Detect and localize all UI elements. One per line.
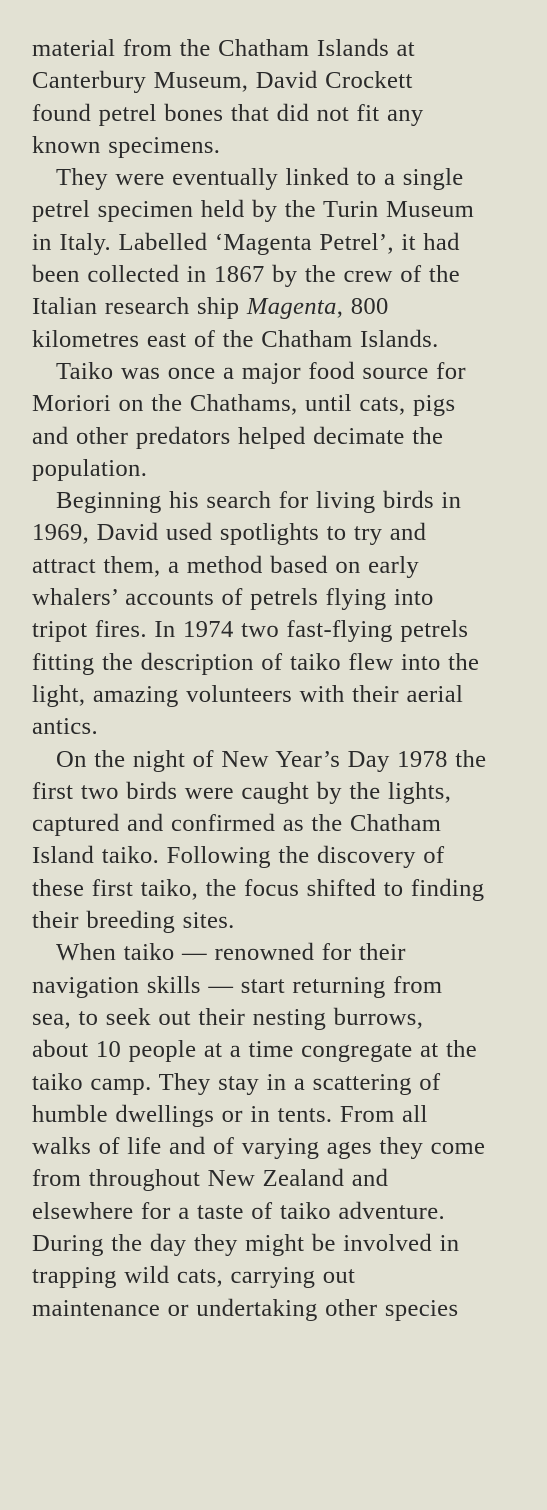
text-line xyxy=(32,291,535,323)
text-line: They were eventually linked to a single xyxy=(56,164,464,192)
text-line: elsewhere for a taste of taiko adventure. xyxy=(32,1197,445,1225)
text-line: Taiko was once a major food source for xyxy=(56,357,466,385)
italic-ship-name: Magenta xyxy=(246,293,337,321)
text-line: When taiko — renowned for their xyxy=(56,939,406,967)
text-line: During the day they might be involved in xyxy=(32,1229,460,1257)
text-line: Moriori on the Chathams, until cats, pigs xyxy=(32,390,456,418)
text-run: , 800 xyxy=(336,293,389,321)
text-line: attract them, a method based on early xyxy=(32,551,420,579)
text-line: petrel specimen held by the Turin Museum xyxy=(32,196,475,224)
text-run: Italian research ship xyxy=(32,293,247,321)
paragraph xyxy=(32,33,535,162)
text-line: material from the Chatham Islands at xyxy=(32,35,415,62)
text-line: and other predators helped decimate the xyxy=(32,422,444,450)
text-line: maintenance or undertaking other species xyxy=(32,1294,459,1322)
text-line: found petrel bones that did not fit any xyxy=(32,99,424,127)
text-line: been collected in 1867 by the crew of the xyxy=(32,261,460,289)
text-line: their breeding sites. xyxy=(32,907,235,935)
paragraph xyxy=(32,937,535,1325)
text-line: humble dwellings or in tents. From all xyxy=(32,1100,428,1128)
text-line: On the night of New Year’s Day 1978 the xyxy=(56,745,487,773)
text-line: from throughout New Zealand and xyxy=(32,1165,389,1193)
text-line: about 10 people at a time congregate at the xyxy=(32,1036,478,1064)
text-line: antics. xyxy=(32,713,98,741)
text-line: whalers’ accounts of petrels flying into xyxy=(32,584,434,612)
text-line: light, amazing volunteers with their aerial xyxy=(32,680,464,708)
text-line: walks of life and of varying ages they come xyxy=(32,1133,486,1161)
text-line: Canterbury Museum, David Crockett xyxy=(32,67,413,95)
paragraph xyxy=(32,744,535,938)
text-line: first two birds were caught by the lights, xyxy=(32,777,452,805)
body-text xyxy=(32,33,535,1325)
paragraph xyxy=(32,485,535,743)
text-line: 1969, David used spotlights to try and xyxy=(32,519,427,547)
paragraph xyxy=(32,162,535,356)
text-line: Island taiko. Following the discovery of xyxy=(32,842,445,870)
text-line: navigation skills — start returning from xyxy=(32,971,443,999)
text-line: known specimens. xyxy=(32,131,221,159)
text-line: tripot fires. In 1974 two fast-flying petrels xyxy=(32,616,469,644)
text-line: sea, to seek out their nesting burrows, xyxy=(32,1003,424,1031)
text-line: population. xyxy=(32,454,148,482)
text-line: these first taiko, the focus shifted to finding xyxy=(32,874,485,902)
text-line: trapping wild cats, carrying out xyxy=(32,1262,356,1290)
text-line: captured and confirmed as the Chatham xyxy=(32,810,442,838)
text-line: Beginning his search for living birds in xyxy=(56,487,462,515)
text-line: taiko camp. They stay in a scattering of xyxy=(32,1068,441,1096)
paragraph xyxy=(32,356,535,485)
text-line: in Italy. Labelled ‘Magenta Petrel’, it had xyxy=(32,228,460,256)
text-line: fitting the description of taiko flew into the xyxy=(32,648,480,676)
text-line: kilometres east of the Chatham Islands. xyxy=(32,325,439,353)
